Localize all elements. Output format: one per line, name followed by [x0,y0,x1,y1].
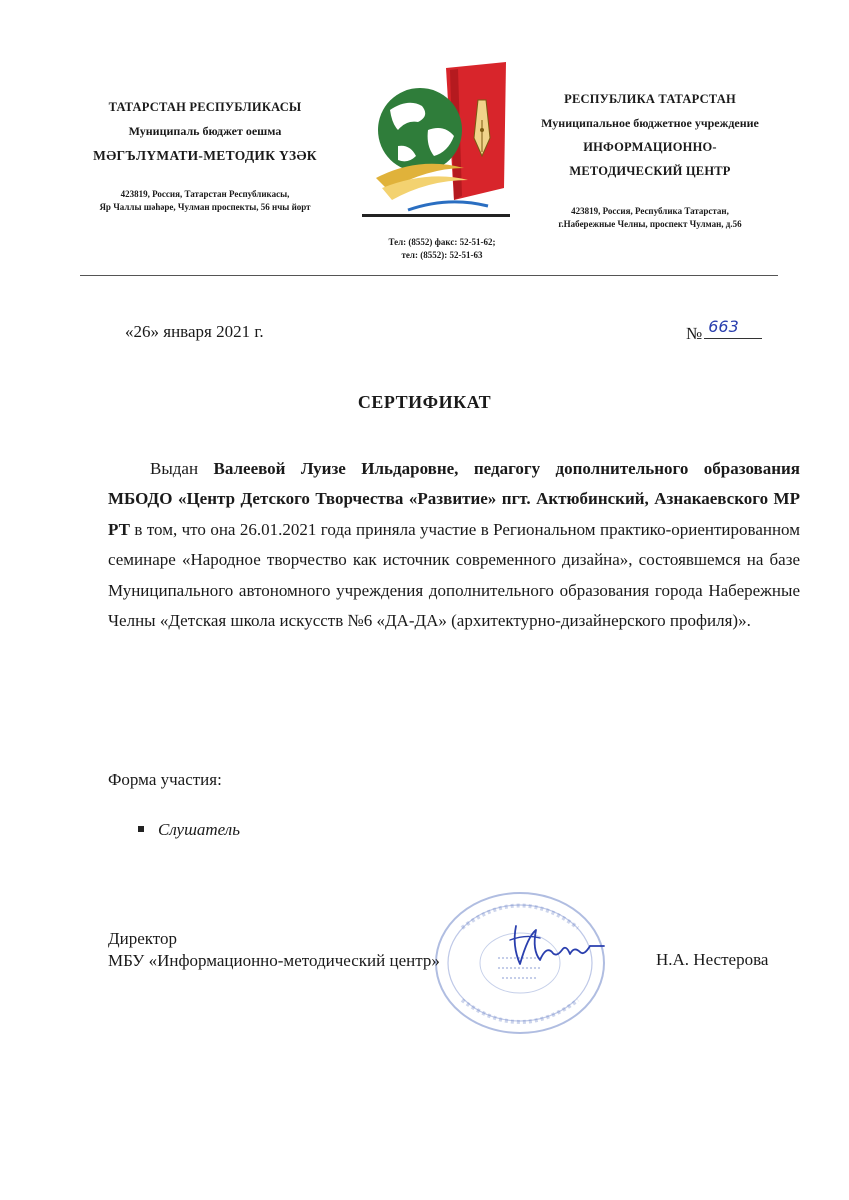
header-right-address [500,205,800,231]
header-left-address [55,188,355,214]
handwritten-signature [506,916,610,972]
body-details: в том, что она 26.01.2021 года приняла участие в Региональном практико-ориентированном семинаре «Народное творчество как источник современного дизайна», состоявшемся на базе Муниципального автономного учреждения дополнительного образования города Набережные Челны «Детская школа искусств №6 «ДА-ДА» (архитектурно-дизайнерского профиля)». [108,519,800,631]
signatory-name: Н.А. Нестерова [656,950,769,969]
header-right-org-type: Муниципальное бюджетное учреждение [541,116,759,130]
bullet-square-icon [138,826,144,832]
header-left [55,100,355,214]
header-left-address-line1: 423819, Россия, Татарстан Республикасы, [120,189,290,199]
contacts-line1: Тел: (8552) факс: 52-51-62; [388,237,496,247]
header-right-address-line1: 423819, Россия, Республика Татарстан, [571,206,729,216]
signatory-position [108,928,440,972]
participation-form-label: Форма участия: [108,770,222,789]
participation-value: Слушатель [158,820,240,839]
number-field [704,317,762,339]
contacts [362,236,522,262]
header-left-org-type: Муниципаль бюджет оешма [128,124,282,138]
certificate-body [108,454,800,636]
header-divider [80,275,778,276]
header-right-republic: РЕСПУБЛИКА ТАТАРСТАН [564,92,736,106]
participation-item [138,820,240,840]
header-left-address-line2: Яр Чаллы шәһәре, Чулман проспекты, 56 нчы йорт [99,202,311,212]
contacts-line2: тел: (8552): 52-51-63 [401,250,483,260]
header-left-republic: ТАТАРСТАН РЕСПУБЛИКАСЫ [108,100,302,114]
logo-underline [362,214,510,217]
signatory-position-line1: Директор [108,929,177,948]
header-right-address-line2: г.Набережные Челны, проспект Чулман, д.56 [558,219,742,229]
body-intro: Выдан [150,459,214,478]
document-date: «26» января 2021 г. [125,322,264,341]
document-number [686,317,762,344]
number-handwritten: 663 [708,317,739,336]
header-right [500,92,800,231]
signatory-position-line2: МБУ «Информационно-методический центр» [108,951,440,970]
recipient: Валеевой Луизе Ильдаровне, педагогу дополнительного образования МБОДО «Центр Детского Творчества «Развитие» пгт. Актюбинский, Азнакаевского МР РТ [108,459,800,539]
header-left-org-name: МӘГЪЛҮМАТИ-МЕТОДИК ҮЗӘК [93,148,317,163]
document-title: СЕРТИФИКАТ [357,392,492,412]
header-right-org-name-1: ИНФОРМАЦИОННО- [583,140,717,154]
organization-logo [368,60,518,220]
header-right-org-name-2: МЕТОДИЧЕСКИЙ ЦЕНТР [569,164,731,178]
number-sign: № [686,324,703,343]
